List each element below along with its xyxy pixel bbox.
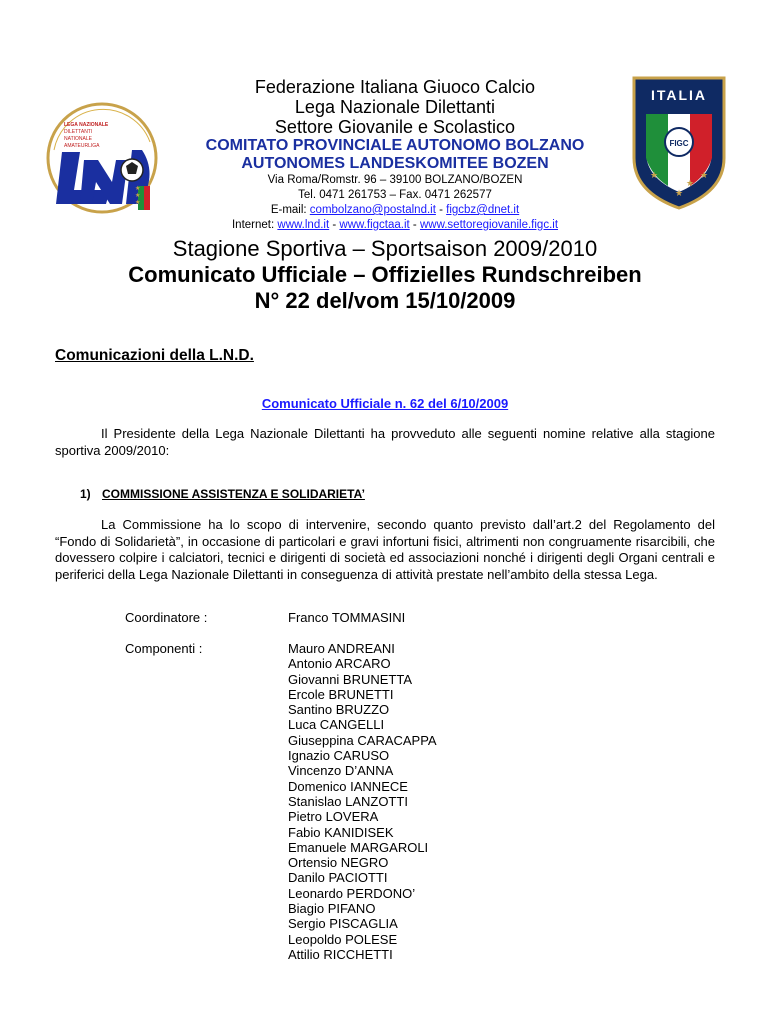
- email-line: [160, 203, 630, 218]
- web-link-figctaa[interactable]: www.figctaa.it: [339, 219, 410, 231]
- svg-text:★: ★: [700, 170, 709, 180]
- web-separator: -: [329, 219, 340, 231]
- member-name: Giovanni BRUNETTA: [288, 671, 413, 687]
- email-link-figcbz[interactable]: figcbz@dnet.it: [446, 204, 520, 216]
- member-name: Ortensio NEGRO: [288, 855, 389, 871]
- svg-text:AMATEURLIGA: AMATEURLIGA: [64, 143, 100, 149]
- member-name: Biagio PIFANO: [288, 901, 376, 917]
- svg-text:★: ★: [135, 200, 141, 206]
- communique-reference-link[interactable]: Comunicato Ufficiale n. 62 del 6/10/2009: [261, 396, 509, 411]
- svg-text:★: ★: [675, 188, 684, 198]
- member-name: Leonardo PERDONO’: [288, 885, 416, 901]
- svg-text:NATIONALE: NATIONALE: [64, 136, 92, 142]
- svg-text:★: ★: [135, 186, 141, 192]
- document-titles: [0, 236, 770, 314]
- address: Via Roma/Romstr. 96 – 39100 BOLZANO/BOZEN: [267, 174, 523, 186]
- intro-paragraph: [55, 426, 715, 459]
- coordinator-name: Franco TOMMASINI: [288, 610, 406, 625]
- svg-text:DILETTANTI: DILETTANTI: [64, 129, 93, 135]
- item-heading: [80, 487, 365, 501]
- figc-logo: [628, 74, 730, 212]
- commission-paragraph: [55, 517, 715, 583]
- phone-fax: Tel. 0471 261753 – Fax. 0471 262577: [298, 189, 492, 201]
- intro-text: Il Presidente della Lega Nazionale Dilettanti ha provveduto alle seguenti nomine relative alla stagione sportiva 2009/2010:: [55, 426, 715, 458]
- member-name: Antonio ARCARO: [288, 656, 391, 672]
- member-name: Attilio RICCHETTI: [288, 946, 393, 962]
- letterhead: [160, 77, 630, 233]
- committee-german: AUTONOMES LANDESKOMITEE BOZEN: [241, 155, 549, 172]
- internet-label: Internet:: [231, 219, 275, 231]
- league-name: Lega Nazionale Dilettanti: [294, 97, 496, 117]
- member-name: Leopoldo POLESE: [288, 931, 398, 947]
- svg-text:★: ★: [135, 193, 141, 199]
- member-name: Luca CANGELLI: [288, 717, 385, 733]
- internet-line: [160, 218, 630, 233]
- members-list: [288, 641, 437, 962]
- web-separator: -: [409, 219, 420, 231]
- member-name: Fabio KANIDISEK: [288, 824, 394, 840]
- svg-text:FIGC: FIGC: [669, 139, 689, 148]
- member-name: Stanislao LANZOTTI: [288, 793, 408, 809]
- item-number: 1): [80, 487, 91, 501]
- email-label: E-mail:: [270, 204, 307, 216]
- member-name: Ercole BRUNETTI: [288, 686, 394, 702]
- member-name: Danilo PACIOTTI: [288, 870, 388, 886]
- season-title: Stagione Sportiva – Sportsaison 2009/2010: [172, 236, 598, 261]
- member-name: Santino BRUZZO: [288, 702, 390, 718]
- svg-text:★: ★: [686, 178, 695, 188]
- committee-italian: COMITATO PROVINCIALE AUTONOMO BOLZANO: [205, 137, 585, 154]
- federation-name: Federazione Italiana Giuoco Calcio: [254, 77, 536, 97]
- communique-number: N° 22 del/vom 15/10/2009: [254, 288, 516, 313]
- email-link-combolzano[interactable]: combolzano@postalnd.it: [309, 204, 436, 216]
- member-name: Sergio PISCAGLIA: [288, 916, 398, 932]
- member-name: Giuseppina CARACAPPA: [288, 732, 437, 748]
- item-title-text: COMMISSIONE ASSISTENZA E SOLIDARIETA’: [102, 487, 365, 501]
- members-label: Componenti :: [125, 641, 203, 656]
- member-name: Domenico IANNECE: [288, 778, 408, 794]
- section-heading: Comunicazioni della L.N.D.: [55, 347, 254, 364]
- coordinator-label: Coordinatore :: [125, 610, 208, 625]
- web-link-settoregiovanile[interactable]: www.settoregiovanile.figc.it: [419, 219, 559, 231]
- email-separator: -: [435, 204, 447, 216]
- communique-title: Comunicato Ufficiale – Offizielles Rundschreiben: [128, 262, 642, 287]
- member-name: Mauro ANDREANI: [288, 641, 395, 656]
- member-name: Pietro LOVERA: [288, 809, 379, 825]
- member-name: Ignazio CARUSO: [288, 748, 390, 764]
- sector-name: Settore Giovanile e Scolastico: [274, 117, 516, 137]
- commission-text: La Commissione ha lo scopo di intervenire, secondo quanto previsto dall’art.2 del Regolamento del “Fondo di Solidarietà”, in occasione di particolari e gravi infortuni fisici, altrimenti non congruamente risarcibili, che dovessero colpire i calciatori, tecnici e dirigenti di società ed associazioni nonché i dirigenti degli Organi centrali e periferici della Lega Nazionale Dilettanti in conseguenza di attività prestate nell’ambito della stessa Lega.: [55, 517, 715, 582]
- svg-text:ITALIA: ITALIA: [650, 87, 708, 103]
- lnd-logo: [40, 100, 172, 220]
- member-name: Vincenzo D’ANNA: [288, 763, 394, 779]
- svg-text:★: ★: [650, 170, 659, 180]
- svg-text:LEGA NAZIONALE: LEGA NAZIONALE: [64, 122, 109, 128]
- web-link-lnd[interactable]: www.lnd.it: [277, 219, 330, 231]
- member-name: Emanuele MARGAROLI: [288, 839, 429, 855]
